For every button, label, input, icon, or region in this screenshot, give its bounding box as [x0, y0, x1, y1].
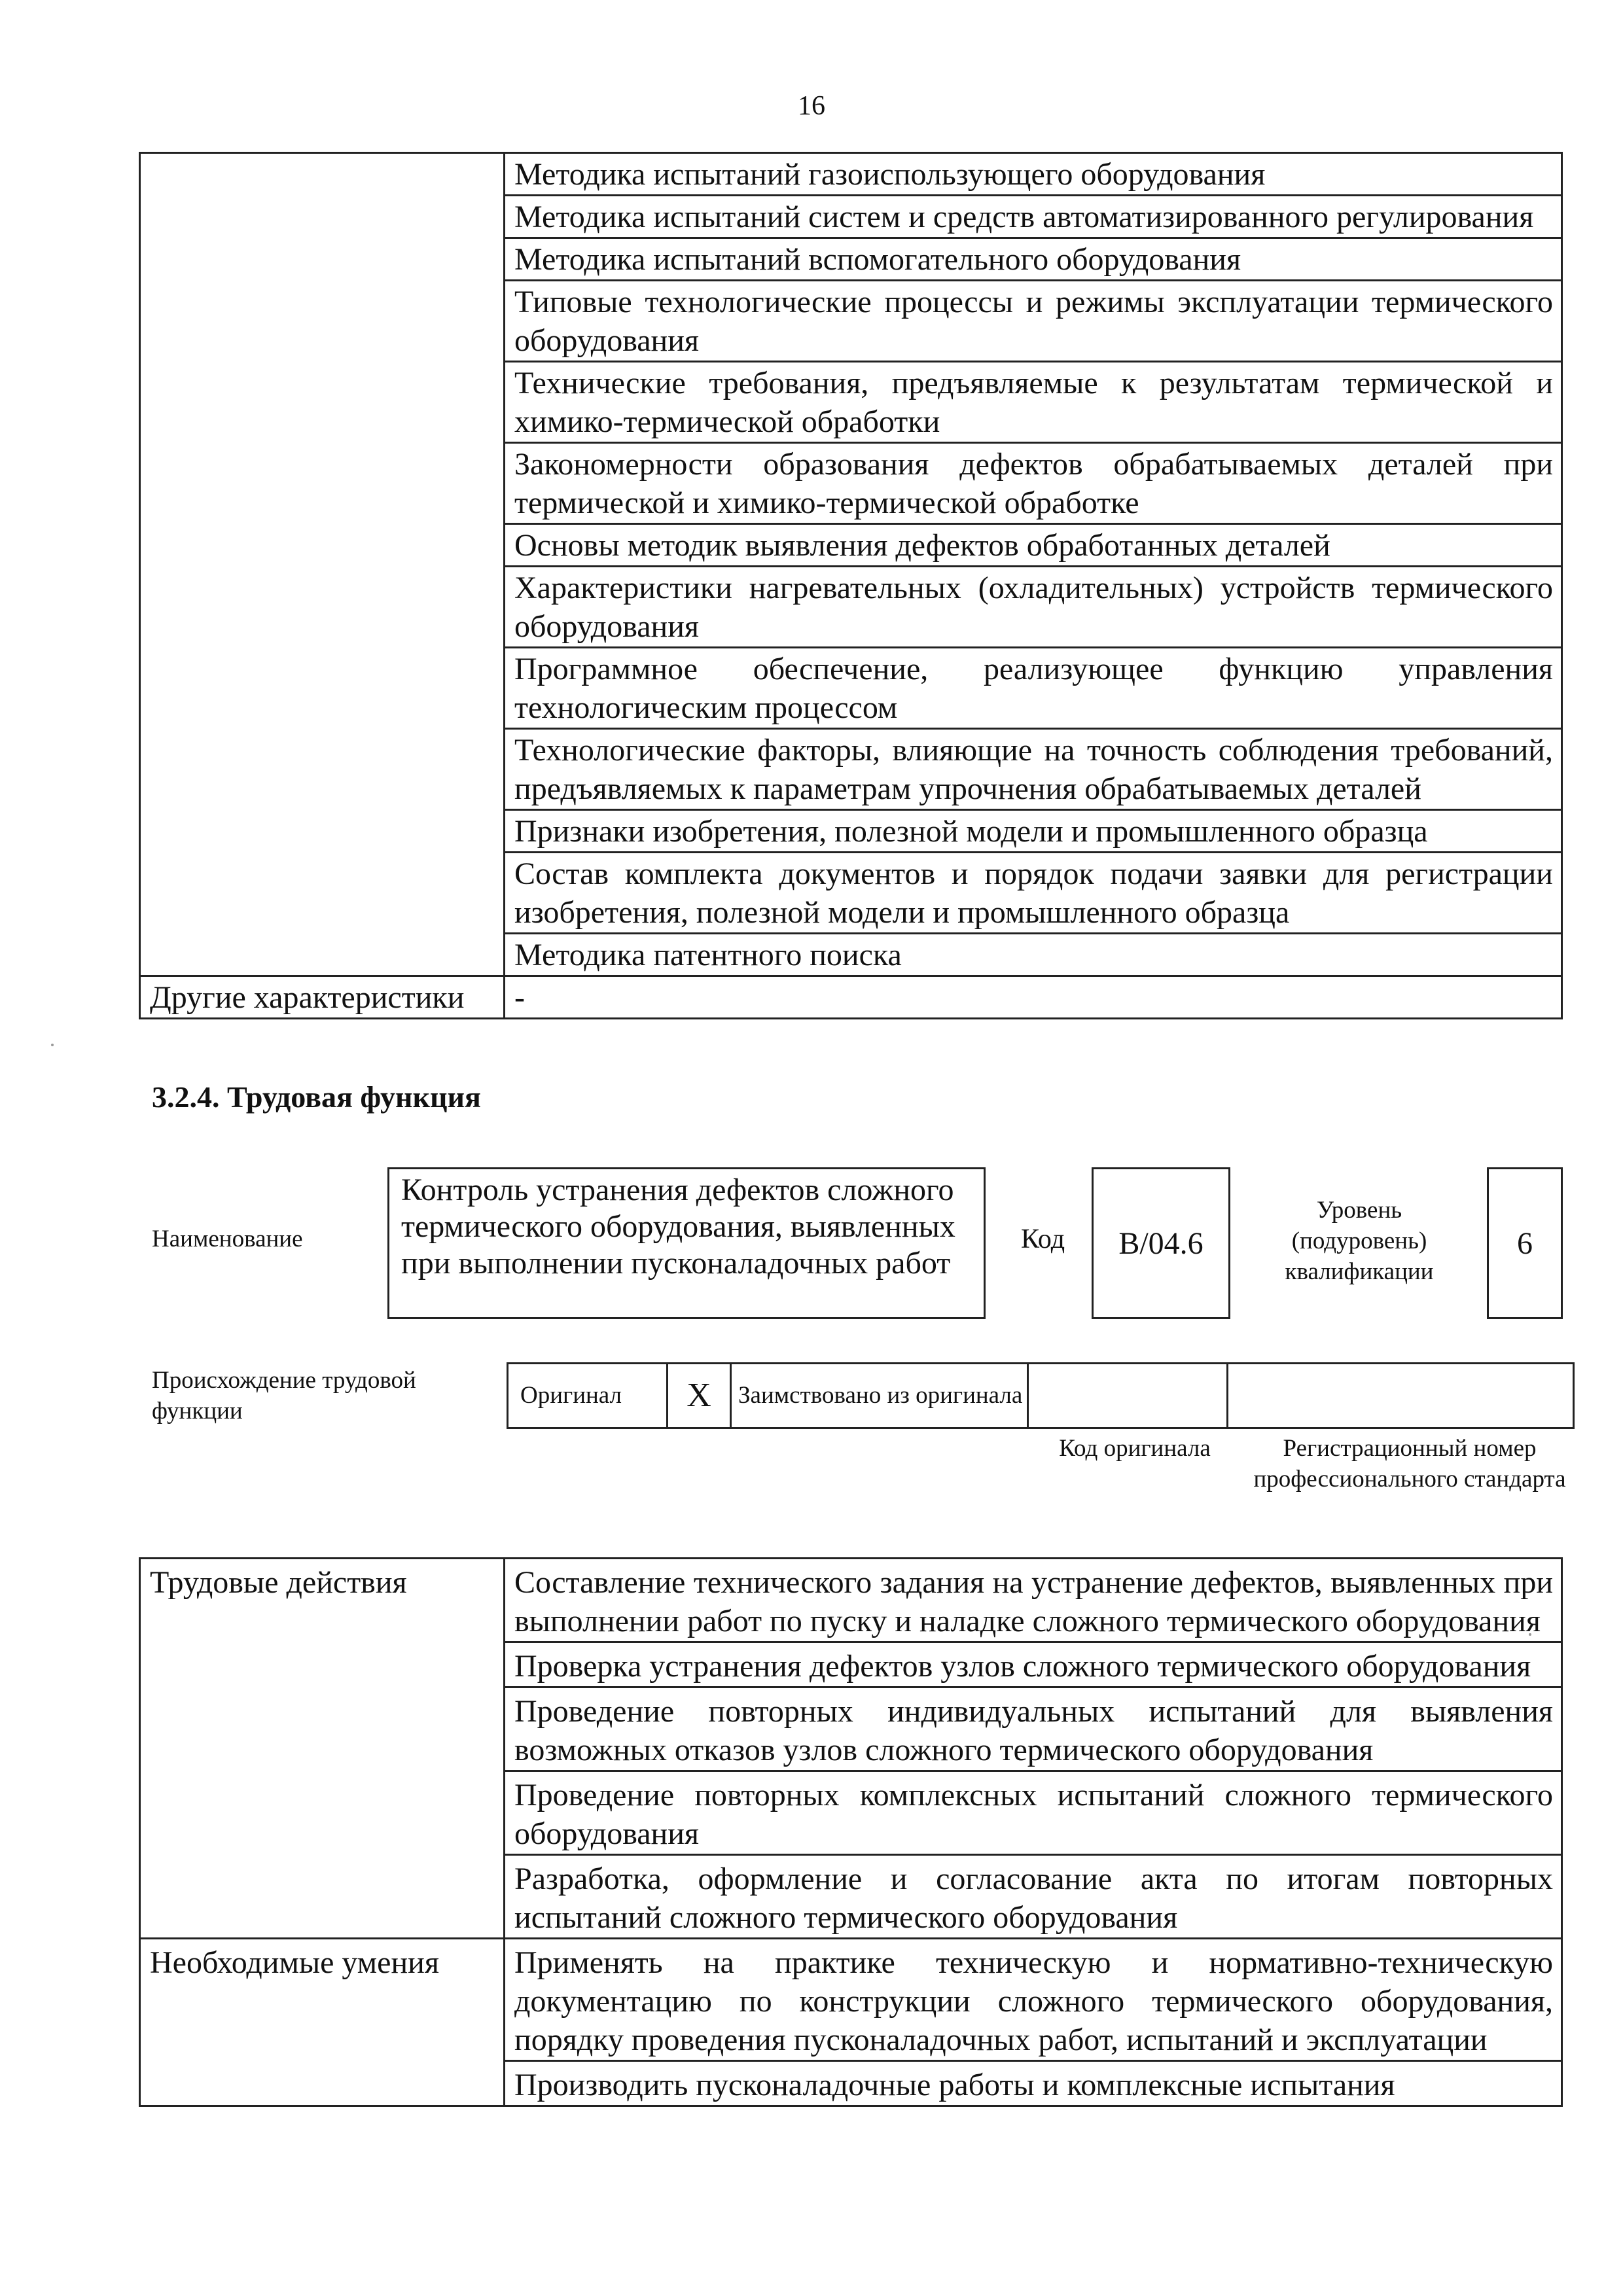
table-cell: Методика испытаний вспомогательного оборудования [505, 238, 1562, 281]
table-cell: Разработка, оформление и согласование акта по итогам повторных испытаний сложного термического оборудования [505, 1855, 1562, 1939]
other-characteristics-label: Другие характеристики [140, 976, 505, 1019]
page-number: 16 [798, 91, 825, 121]
table-cell: Составление технического задания на устранение дефектов, выявленных при выполнении работ по пуску и наладке сложного термического оборудования [505, 1559, 1562, 1642]
table-cell: Закономерности образования дефектов обрабатываемых деталей при термической и химико-термической обработке [505, 443, 1562, 524]
original-code-caption: Код оригинала [1059, 1435, 1211, 1462]
table-cell: Проведение повторных индивидуальных испытаний для выявления возможных отказов узлов сложного термического оборудования [505, 1687, 1562, 1771]
table-row [140, 976, 1562, 1019]
scan-speck [51, 1044, 54, 1046]
name-label: Наименование [152, 1226, 303, 1252]
table-cell: Состав комплекта документов и порядок подачи заявки для регистрации изобретения, полезной модели и промышленного образца [505, 853, 1562, 934]
original-mark-cell: X [668, 1364, 731, 1428]
actions-table [139, 1557, 1563, 2107]
table-cell: Методика испытаний систем и средств автоматизированного регулирования [505, 196, 1562, 238]
code-label: Код [1021, 1224, 1065, 1254]
table-cell: Производить пусконаладочные работы и комплексные испытания [505, 2061, 1562, 2106]
qualification-level-label: Уровень (подуровень) квалификации [1285, 1197, 1434, 1285]
original-code-cell [1028, 1364, 1228, 1428]
knowledge-table [139, 152, 1563, 1019]
registration-number-caption: Регистрационный номер профессионального стандарта [1253, 1435, 1566, 1492]
table-cell: Характеристики нагревательных (охладительных) устройств термического оборудования [505, 567, 1562, 648]
table-row [140, 153, 1562, 196]
table-row [508, 1364, 1574, 1428]
table-cell: Методика испытаний газоиспользующего оборудования [505, 153, 1562, 196]
labor-actions-label: Трудовые действия [140, 1559, 505, 1939]
knowledge-label-cell [140, 153, 505, 976]
table-cell: Признаки изобретения, полезной модели и промышленного образца [505, 810, 1562, 853]
function-code-box: B/04.6 [1092, 1167, 1230, 1319]
section-heading: 3.2.4. Трудовая функция [152, 1080, 481, 1114]
table-cell: Применять на практике техническую и нормативно-техническую документацию по конструкции сложного термического оборудования, порядку проведения пусконаладочных работ, испытаний и эксплуатации [505, 1939, 1562, 2061]
table-cell: Проведение повторных комплексных испытаний сложного термического оборудования [505, 1771, 1562, 1855]
table-cell: Проверка устранения дефектов узлов сложного термического оборудования [505, 1642, 1562, 1687]
borrowed-label-cell: Заимствовано из оригинала [731, 1364, 1028, 1428]
table-cell: Основы методик выявления дефектов обработанных деталей [505, 524, 1562, 567]
origin-table [507, 1362, 1575, 1429]
required-skills-label: Необходимые умения [140, 1939, 505, 2106]
origin-label: Происхождение трудовой функции [152, 1367, 416, 1424]
function-name-box: Контроль устранения дефектов сложного термического оборудования, выявленных при выполнении пусконаладочных работ [387, 1167, 986, 1319]
table-row [140, 1939, 1562, 2061]
original-label-cell: Оригинал [508, 1364, 668, 1428]
table-cell: Программное обеспечение, реализующее функцию управления технологическим процессом [505, 648, 1562, 729]
registration-number-cell [1228, 1364, 1574, 1428]
table-cell: Методика патентного поиска [505, 934, 1562, 976]
table-cell: Типовые технологические процессы и режимы эксплуатации термического оборудования [505, 281, 1562, 362]
table-cell: Технологические факторы, влияющие на точность соблюдения требований, предъявляемых к параметрам упрочнения обрабатываемых деталей [505, 729, 1562, 810]
table-cell: Технические требования, предъявляемые к результатам термической и химико-термической обработки [505, 362, 1562, 443]
qualification-level-box: 6 [1487, 1167, 1563, 1319]
other-characteristics-value: - [505, 976, 1562, 1019]
table-row [140, 1559, 1562, 1642]
